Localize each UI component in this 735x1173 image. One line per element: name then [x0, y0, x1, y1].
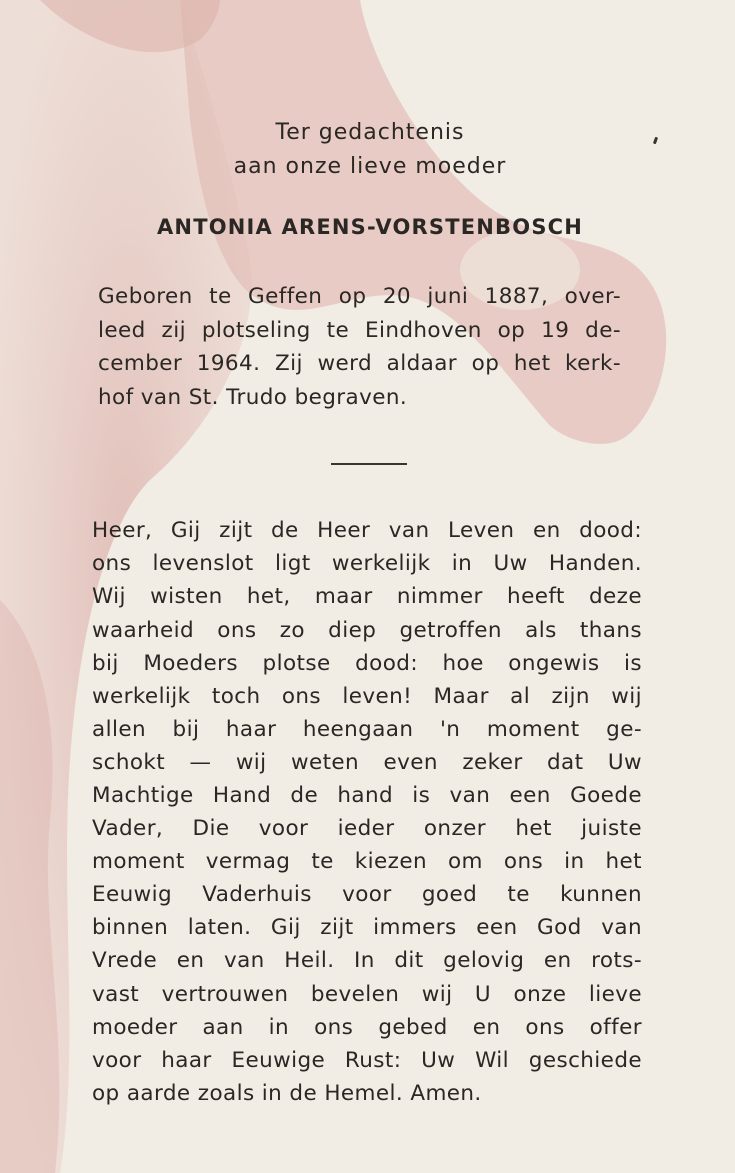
prayer-line: Vader, Die voor ieder onzer het juiste — [92, 816, 642, 841]
prayer-line: Eeuwig Vaderhuis voor goed te kunnen — [92, 882, 642, 907]
prayer-line: waarheid ons zo diep getroffen als thans — [92, 618, 642, 643]
prayer-line: schokt — wij weten even zeker dat Uw — [92, 750, 642, 775]
section-divider — [331, 463, 407, 465]
prayer-line: Heer, Gij zijt de Heer van Leven en dood: — [92, 518, 642, 543]
prayer-line: Wij wisten het, maar nimmer heeft deze — [92, 584, 642, 609]
prayer-line: allen bij haar heengaan 'n moment ge- — [92, 717, 642, 742]
dedication-line-2: aan onze lieve moeder — [233, 154, 507, 179]
prayer-line: binnen laten. Gij zijt immers een God van — [92, 915, 642, 940]
prayer-line: werkelijk toch ons leven! Maar al zijn wij — [92, 684, 642, 709]
prayer-line: ons levenslot ligt werkelijk in Uw Handen. — [92, 551, 642, 576]
prayer-line: bij Moeders plotse dood: hoe ongewis is — [92, 651, 642, 676]
biography-line: leed zij plotseling te Eindhoven op 19 de- — [98, 318, 621, 343]
dedication-line-1: Ter gedachtenis — [275, 120, 465, 145]
prayer-line: vast vertrouwen bevelen wij U onze lieve — [92, 982, 642, 1007]
prayer-line: voor haar Eeuwige Rust: Uw Wil geschiede — [92, 1048, 642, 1073]
prayer-line: Vrede en van Heil. In dit gelovig en rots- — [92, 948, 642, 973]
biography-line: cember 1964. Zij werd aldaar op het kerk- — [98, 351, 621, 376]
deceased-name: ANTONIA ARENS-VORSTENBOSCH — [156, 215, 584, 239]
prayer-line: moment vermag te kiezen om ons in het — [92, 849, 642, 874]
biography-line: Geboren te Geffen op 20 juni 1887, over- — [98, 284, 621, 309]
biography-line: hof van St. Trudo begraven. — [98, 385, 408, 410]
prayer-line: op aarde zoals in de Hemel. Amen. — [92, 1081, 482, 1106]
ink-speck — [653, 137, 658, 145]
prayer-line: moeder aan in ons gebed en ons offer — [92, 1015, 642, 1040]
prayer-line: Machtige Hand de hand is van een Goede — [92, 783, 642, 808]
